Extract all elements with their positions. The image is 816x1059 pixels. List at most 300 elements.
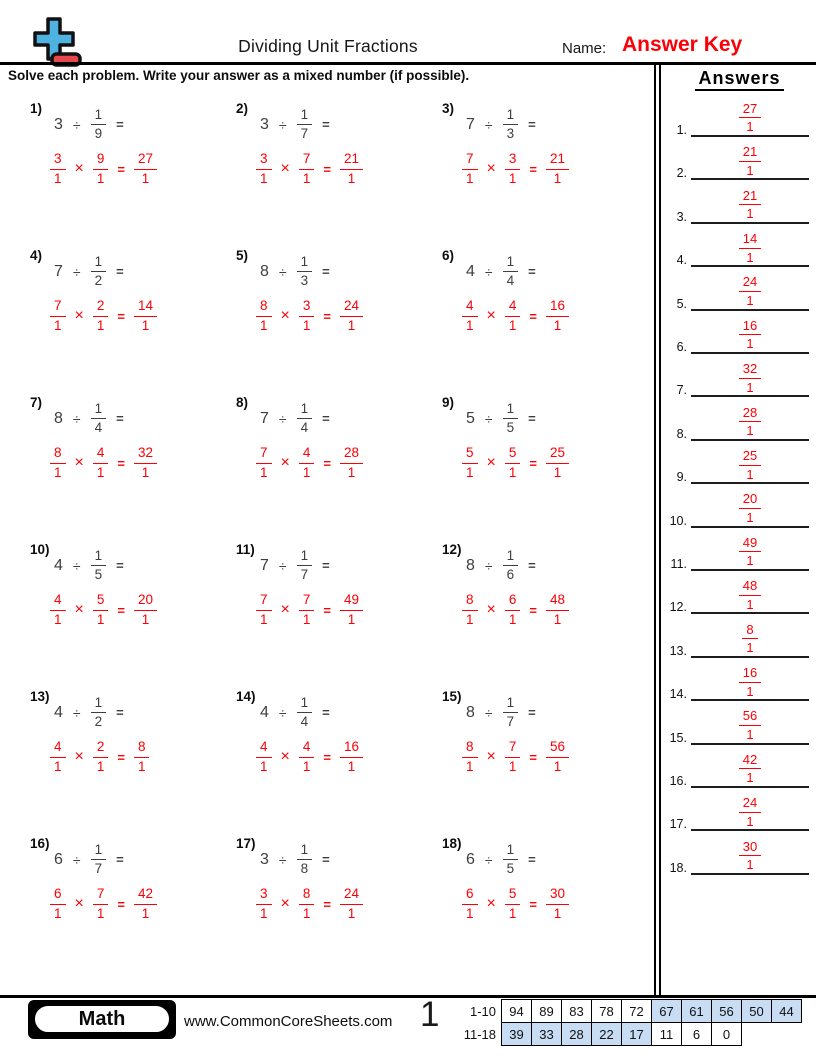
answer-numerator: 25 xyxy=(739,449,761,466)
divisor-fraction xyxy=(503,255,519,288)
multiply-sign: × xyxy=(486,748,496,766)
divisor-numerator: 1 xyxy=(91,108,107,125)
score-cell: 83 xyxy=(562,1000,592,1023)
divisor-fraction xyxy=(91,696,107,729)
divisor-fraction xyxy=(91,843,107,876)
answer-row xyxy=(663,223,813,267)
work-right-numerator: 5 xyxy=(505,446,521,463)
result-denominator: 1 xyxy=(347,464,356,480)
answer-fraction xyxy=(739,145,761,177)
divisor-denominator: 3 xyxy=(300,273,309,289)
work-fraction-right xyxy=(505,593,521,626)
divisor-fraction xyxy=(297,255,313,288)
answer-numerator: 30 xyxy=(739,840,761,857)
answer-fraction xyxy=(739,709,761,741)
answer-number: 15. xyxy=(669,730,687,745)
result-denominator: 1 xyxy=(553,317,562,333)
work-fraction-left xyxy=(462,299,478,332)
problem-number: 2) xyxy=(236,101,249,116)
answer-fraction xyxy=(739,102,761,134)
answer-row xyxy=(663,657,813,701)
multiply-sign: × xyxy=(280,748,290,766)
result-numerator: 42 xyxy=(134,887,157,904)
problem-item xyxy=(442,542,644,662)
work-right-denominator: 1 xyxy=(96,905,105,921)
work-result-fraction xyxy=(546,887,569,920)
result-numerator: 32 xyxy=(134,446,157,463)
work-result-fraction xyxy=(340,446,363,479)
work-right-denominator: 1 xyxy=(96,758,105,774)
work-right-numerator: 3 xyxy=(299,299,315,316)
work-left-numerator: 3 xyxy=(256,152,272,169)
problem-number: 3) xyxy=(442,101,455,116)
answer-denominator: 1 xyxy=(746,423,754,439)
divisor-fraction xyxy=(297,843,313,876)
divisor-numerator: 1 xyxy=(503,696,519,713)
divisor-denominator: 4 xyxy=(94,420,103,436)
answer-blank-line xyxy=(691,579,809,614)
divisor-denominator: 4 xyxy=(300,420,309,436)
equals-sign: = xyxy=(323,602,331,618)
dividend: 7 xyxy=(466,115,475,133)
work-left-denominator: 1 xyxy=(260,758,268,774)
divisor-numerator: 1 xyxy=(503,549,519,566)
divide-sign: ÷ xyxy=(484,116,493,133)
work-left-numerator: 7 xyxy=(256,593,272,610)
answer-blank-line xyxy=(691,753,809,788)
answer-numerator: 56 xyxy=(739,709,761,726)
work-fraction-left xyxy=(256,446,272,479)
work-left-numerator: 3 xyxy=(256,887,272,904)
work-left-denominator: 1 xyxy=(260,317,268,333)
answer-number: 3. xyxy=(676,209,687,224)
multiply-sign: × xyxy=(74,307,84,325)
problem-item xyxy=(30,542,232,662)
answer-blank-line xyxy=(691,536,809,571)
answer-numerator: 21 xyxy=(739,145,761,162)
answer-row xyxy=(663,614,813,658)
multiply-sign: × xyxy=(486,307,496,325)
answer-fraction xyxy=(739,189,761,221)
problem-expression xyxy=(54,843,232,876)
work-left-numerator: 4 xyxy=(50,740,66,757)
work-result-fraction xyxy=(546,740,569,773)
equals-sign: = xyxy=(529,896,537,912)
dividend: 4 xyxy=(54,556,63,574)
divisor-numerator: 1 xyxy=(297,108,313,125)
problem-expression xyxy=(260,843,438,876)
worked-solution xyxy=(462,446,644,479)
work-fraction-right xyxy=(93,887,109,920)
worked-solution xyxy=(462,887,644,920)
answer-number: 10. xyxy=(669,513,687,528)
result-denominator: 1 xyxy=(141,611,150,627)
work-right-denominator: 1 xyxy=(302,170,311,186)
result-denominator: 1 xyxy=(347,611,356,627)
divisor-denominator: 4 xyxy=(300,714,309,730)
answer-fraction xyxy=(739,579,761,611)
worked-solution xyxy=(50,446,232,479)
result-numerator: 56 xyxy=(546,740,569,757)
worked-solution xyxy=(462,152,644,185)
answer-numerator: 8 xyxy=(742,623,757,640)
work-left-numerator: 4 xyxy=(256,740,272,757)
equals-sign: = xyxy=(117,161,125,177)
answer-blank-line xyxy=(691,275,809,310)
score-cell: 28 xyxy=(562,1023,592,1046)
work-right-numerator: 4 xyxy=(299,446,315,463)
divisor-numerator: 1 xyxy=(297,696,313,713)
work-right-denominator: 1 xyxy=(508,758,517,774)
divide-sign: ÷ xyxy=(72,851,81,868)
divisor-numerator: 1 xyxy=(503,255,519,272)
equals-sign: = xyxy=(323,896,331,912)
equals-sign: = xyxy=(528,117,536,133)
work-fraction-right xyxy=(299,152,315,185)
dividend: 8 xyxy=(54,409,63,427)
work-right-denominator: 1 xyxy=(508,170,517,186)
answer-number: 12. xyxy=(669,600,687,615)
equals-sign: = xyxy=(323,308,331,324)
answer-blank-line xyxy=(691,666,809,701)
answer-blank-line xyxy=(691,449,809,484)
equals-sign: = xyxy=(116,264,124,280)
result-numerator: 49 xyxy=(340,593,363,610)
answer-row xyxy=(663,353,813,397)
score-cell: 0 xyxy=(712,1023,742,1046)
problem-item xyxy=(236,101,438,221)
work-result-fraction xyxy=(546,446,569,479)
work-fraction-left xyxy=(462,152,478,185)
score-cell: 94 xyxy=(502,1000,532,1023)
divide-sign: ÷ xyxy=(278,851,287,868)
divisor-fraction xyxy=(503,402,519,435)
work-right-denominator: 1 xyxy=(96,464,105,480)
work-fraction-right xyxy=(299,593,315,626)
result-numerator: 24 xyxy=(340,299,363,316)
result-numerator: 48 xyxy=(546,593,569,610)
work-right-denominator: 1 xyxy=(508,464,517,480)
work-fraction-right xyxy=(93,152,109,185)
problem-item xyxy=(30,836,232,956)
work-fraction-left xyxy=(50,740,66,773)
work-fraction-left xyxy=(256,299,272,332)
problem-expression xyxy=(54,402,232,435)
work-fraction-right xyxy=(299,299,315,332)
result-numerator: 28 xyxy=(340,446,363,463)
dividend: 8 xyxy=(260,262,269,280)
work-fraction-left xyxy=(50,593,66,626)
worked-solution xyxy=(462,299,644,332)
answer-numerator: 24 xyxy=(739,275,761,292)
answer-blank-line xyxy=(691,319,809,354)
multiply-sign: × xyxy=(486,160,496,178)
score-row-label: 1-10 xyxy=(469,1003,496,1019)
answer-blank-line xyxy=(691,189,809,224)
problem-expression xyxy=(466,108,644,141)
answer-row xyxy=(663,744,813,788)
work-right-denominator: 1 xyxy=(302,905,311,921)
answer-denominator: 1 xyxy=(746,640,754,656)
divide-sign: ÷ xyxy=(278,704,287,721)
work-result-fraction xyxy=(340,152,363,185)
answer-denominator: 1 xyxy=(746,466,754,482)
math-badge xyxy=(28,1000,176,1039)
work-right-denominator: 1 xyxy=(508,905,517,921)
problem-number: 5) xyxy=(236,248,249,263)
divisor-fraction xyxy=(297,108,313,141)
equals-sign: = xyxy=(117,602,125,618)
multiply-sign: × xyxy=(280,454,290,472)
problem-number: 11) xyxy=(236,542,255,557)
answer-row xyxy=(663,180,813,224)
work-left-denominator: 1 xyxy=(466,758,474,774)
problem-number: 12) xyxy=(442,542,462,557)
multiply-sign: × xyxy=(486,601,496,619)
divisor-numerator: 1 xyxy=(503,402,519,419)
answer-blank-line xyxy=(691,406,809,441)
answer-number: 16. xyxy=(669,774,687,788)
dividend: 6 xyxy=(466,850,475,868)
answer-fraction xyxy=(742,623,757,655)
worked-solution xyxy=(50,152,232,185)
multiply-sign: × xyxy=(280,601,290,619)
score-table-row xyxy=(463,1000,802,1023)
answer-numerator: 49 xyxy=(739,536,761,553)
work-result-fraction xyxy=(134,740,150,773)
work-left-numerator: 6 xyxy=(462,887,478,904)
divisor-fraction xyxy=(503,696,519,729)
answer-fraction xyxy=(739,232,761,264)
answer-number: 1. xyxy=(676,123,687,137)
problem-item xyxy=(442,101,644,221)
divide-sign: ÷ xyxy=(484,851,493,868)
divisor-numerator: 1 xyxy=(503,843,519,860)
divisor-fraction xyxy=(91,108,107,141)
divisor-denominator: 7 xyxy=(94,861,103,877)
multiply-sign: × xyxy=(74,160,84,178)
work-left-denominator: 1 xyxy=(260,170,268,186)
problem-item xyxy=(30,689,232,809)
answer-blank-line xyxy=(691,492,809,527)
work-fraction-right xyxy=(505,152,521,185)
divisor-numerator: 1 xyxy=(297,402,313,419)
work-left-numerator: 7 xyxy=(50,299,66,316)
work-right-numerator: 7 xyxy=(299,152,315,169)
work-left-numerator: 8 xyxy=(462,740,478,757)
result-denominator: 1 xyxy=(141,170,150,186)
equals-sign: = xyxy=(323,749,331,765)
equals-sign: = xyxy=(116,558,124,574)
answer-blank-line xyxy=(691,623,809,658)
work-left-denominator: 1 xyxy=(466,905,474,921)
answer-number: 11. xyxy=(670,557,687,571)
answer-blank-line xyxy=(691,840,809,875)
work-fraction-right xyxy=(505,446,521,479)
answer-blank-line xyxy=(691,709,809,744)
work-fraction-left xyxy=(256,152,272,185)
answer-row xyxy=(663,310,813,354)
answer-key-text: Answer Key xyxy=(622,33,743,56)
divisor-denominator: 5 xyxy=(506,420,515,436)
problem-number: 18) xyxy=(442,836,462,851)
answer-number: 9. xyxy=(676,470,687,485)
worked-solution xyxy=(256,152,438,185)
answer-row xyxy=(663,267,813,311)
equals-sign: = xyxy=(322,558,330,574)
result-denominator: 1 xyxy=(141,464,150,480)
answer-number: 5. xyxy=(676,296,687,311)
work-result-fraction xyxy=(134,446,157,479)
score-table-body xyxy=(463,1000,802,1046)
work-left-numerator: 6 xyxy=(50,887,66,904)
work-right-numerator: 8 xyxy=(299,887,315,904)
divisor-denominator: 5 xyxy=(94,567,103,583)
problem-number: 17) xyxy=(236,836,256,851)
worked-solution xyxy=(256,446,438,479)
answer-fraction xyxy=(739,275,761,307)
answer-denominator: 1 xyxy=(746,336,754,352)
answer-number: 17. xyxy=(669,817,687,832)
divisor-fraction xyxy=(297,402,313,435)
divisor-denominator: 6 xyxy=(506,567,515,583)
answer-row xyxy=(663,831,813,875)
multiply-sign: × xyxy=(280,160,290,178)
answer-denominator: 1 xyxy=(746,813,754,829)
problem-item xyxy=(236,836,438,956)
divisor-numerator: 1 xyxy=(91,843,107,860)
score-cell: 22 xyxy=(592,1023,622,1046)
divisor-fraction xyxy=(503,549,519,582)
problem-expression xyxy=(260,696,438,729)
equals-sign: = xyxy=(117,308,125,324)
divisor-numerator: 1 xyxy=(91,402,107,419)
work-right-numerator: 7 xyxy=(299,593,315,610)
answer-numerator: 14 xyxy=(739,232,761,249)
divide-sign: ÷ xyxy=(278,410,287,427)
equals-sign: = xyxy=(322,852,330,868)
work-result-fraction xyxy=(134,152,157,185)
work-result-fraction xyxy=(340,593,363,626)
equals-sign: = xyxy=(322,411,330,427)
work-fraction-right xyxy=(93,740,109,773)
problem-expression xyxy=(54,549,232,582)
worked-solution xyxy=(462,593,644,626)
work-result-fraction xyxy=(546,299,569,332)
header xyxy=(0,0,816,62)
answer-numerator: 28 xyxy=(739,406,761,423)
work-right-numerator: 2 xyxy=(93,299,109,316)
answer-numerator: 24 xyxy=(739,796,761,813)
answer-numerator: 20 xyxy=(739,492,761,509)
answer-blank-line xyxy=(691,232,809,267)
answer-number: 8. xyxy=(676,426,687,441)
problem-item xyxy=(236,395,438,515)
result-denominator: 1 xyxy=(347,317,356,333)
problem-expression xyxy=(54,108,232,141)
answer-row xyxy=(663,136,813,180)
problem-expression xyxy=(466,843,644,876)
divisor-numerator: 1 xyxy=(297,843,313,860)
equals-sign: = xyxy=(116,852,124,868)
result-denominator: 1 xyxy=(141,905,150,921)
worked-solution xyxy=(256,299,438,332)
answer-row xyxy=(663,484,813,528)
answer-number: 6. xyxy=(676,340,687,354)
work-fraction-left xyxy=(462,446,478,479)
divisor-numerator: 1 xyxy=(91,549,107,566)
work-result-fraction xyxy=(340,887,363,920)
equals-sign: = xyxy=(117,749,125,765)
answer-denominator: 1 xyxy=(746,292,754,308)
work-left-numerator: 7 xyxy=(256,446,272,463)
divisor-denominator: 9 xyxy=(94,126,103,142)
answers-divider-line xyxy=(654,65,661,995)
work-fraction-left xyxy=(256,887,272,920)
work-right-numerator: 4 xyxy=(505,299,521,316)
multiply-sign: × xyxy=(74,601,84,619)
work-right-denominator: 1 xyxy=(96,170,105,186)
result-numerator: 16 xyxy=(340,740,363,757)
equals-sign: = xyxy=(528,264,536,280)
score-table-row xyxy=(463,1023,802,1046)
divisor-numerator: 1 xyxy=(91,696,107,713)
result-numerator: 20 xyxy=(134,593,157,610)
dividend: 3 xyxy=(260,850,269,868)
problem-expression xyxy=(260,108,438,141)
divisor-fraction xyxy=(297,549,313,582)
score-cell: 89 xyxy=(532,1000,562,1023)
answer-denominator: 1 xyxy=(746,553,754,569)
answer-fraction xyxy=(739,536,761,568)
worked-solution xyxy=(50,593,232,626)
score-cell: 72 xyxy=(622,1000,652,1023)
multiply-sign: × xyxy=(74,454,84,472)
divisor-fraction xyxy=(91,549,107,582)
work-right-denominator: 1 xyxy=(302,758,311,774)
problem-expression xyxy=(54,255,232,288)
equals-sign: = xyxy=(323,161,331,177)
dividend: 7 xyxy=(260,409,269,427)
score-row-label: 11-18 xyxy=(463,1026,496,1042)
answer-numerator: 32 xyxy=(739,362,761,379)
work-right-numerator: 2 xyxy=(93,740,109,757)
work-result-fraction xyxy=(546,593,569,626)
answer-denominator: 1 xyxy=(746,249,754,265)
work-left-denominator: 1 xyxy=(54,758,62,774)
answers-panel xyxy=(663,65,816,995)
result-numerator: 30 xyxy=(546,887,569,904)
result-numerator: 24 xyxy=(340,887,363,904)
dividend: 8 xyxy=(466,556,475,574)
page-title: Dividing Unit Fractions xyxy=(238,36,418,56)
result-denominator: 1 xyxy=(553,464,562,480)
work-fraction-left xyxy=(50,299,66,332)
work-right-denominator: 1 xyxy=(96,611,105,627)
answer-blank-line xyxy=(691,796,809,831)
work-result-fraction xyxy=(134,593,157,626)
equals-sign: = xyxy=(322,705,330,721)
answer-number: 2. xyxy=(676,166,687,181)
answer-row xyxy=(663,787,813,831)
problem-expression xyxy=(54,696,232,729)
worked-solution xyxy=(256,740,438,773)
work-result-fraction xyxy=(340,740,363,773)
answer-fraction xyxy=(739,319,761,351)
problem-number: 4) xyxy=(30,248,43,263)
work-left-numerator: 4 xyxy=(50,593,66,610)
score-cell: 56 xyxy=(712,1000,742,1023)
